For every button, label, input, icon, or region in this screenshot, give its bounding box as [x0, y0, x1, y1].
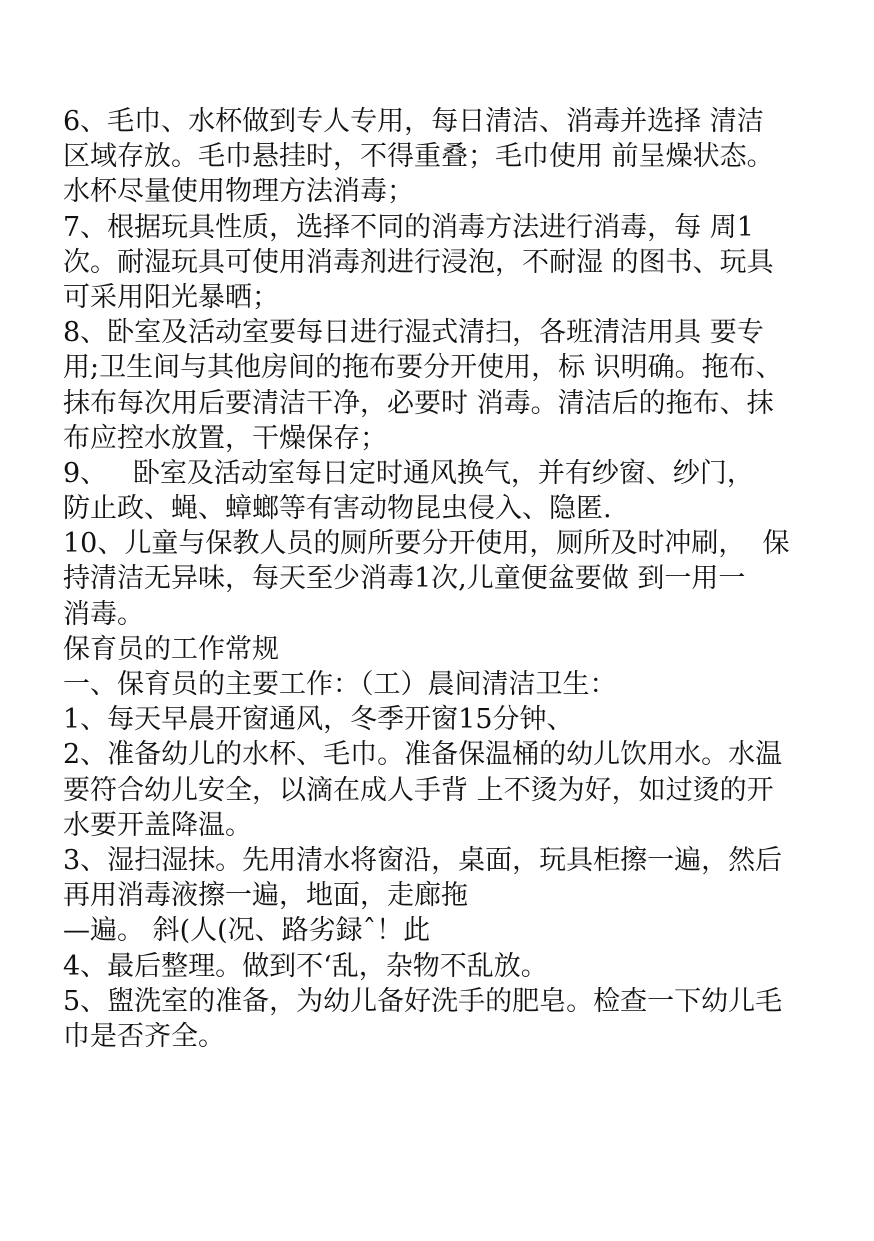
- text-line: 一、保育员的主要工作：（工）晨间清洁卫生：: [63, 669, 617, 700]
- text-line: 再用消毒液擦一遍，地面，走廊拖: [63, 880, 468, 912]
- text-line: 水杯尽量使用物理方法消毒；: [63, 176, 414, 208]
- text-line: 抹布每次用后要清洁干净，必要时 消毒。清洁后的拖布、抹: [63, 387, 774, 419]
- text-line: 水要开盖降温。: [63, 809, 252, 841]
- text-line: 可采用阳光暴晒；: [63, 281, 279, 313]
- text-line: 8、卧室及活动室要每日进行湿式清扫，各班清洁用具 要专: [63, 317, 764, 349]
- document-page: [63, 104, 843, 1054]
- text-line: 持清洁无异味，每天至少消毒1次,儿童便盆要做 到一用一: [63, 563, 746, 595]
- text-line: 用;卫生间与其他房间的拖布要分开使用，标 识明确。拖布、: [63, 352, 783, 384]
- text-line: 7、根据玩具性质，选择不同的消毒方法进行消毒，每 周1: [63, 211, 754, 243]
- text-line: 10、儿童与保教人员的厕所要分开使用，厕所及时冲刷， 保: [63, 528, 790, 560]
- text-line: 4、最后整理。做到不‘乱，杂物不乱放。: [63, 950, 548, 982]
- text-line: 巾是否齐全。: [63, 1020, 225, 1052]
- text-line: 布应控水放置，干燥保存；: [63, 422, 387, 454]
- text-line: 5、盥洗室的准备，为幼儿备好洗手的肥皂。检查一下幼儿毛: [63, 985, 783, 1017]
- text-line: 3、湿扫湿抹。先用清水将窗沿，桌面，玩具柜擦一遍，然后: [63, 844, 783, 876]
- text-line: 区域存放。毛巾悬挂时，不得重叠；毛巾使用 前呈燥状态。: [63, 141, 774, 173]
- text-line: 1、每天早晨开窗通风，冬季开窗15分钟、: [63, 704, 574, 736]
- text-line: 2、准备幼儿的水杯、毛巾。准备保温桶的幼儿饮用水。水温: [63, 739, 783, 771]
- text-line: 消毒。: [63, 598, 144, 630]
- text-line: 次。耐湿玩具可使用消毒剂进行浸泡，不耐湿 的图书、玩具: [63, 246, 774, 278]
- text-line: —遍。 斜(人(况、路劣録ˆ！此: [63, 915, 431, 947]
- text-line: 9、 卧室及活动室每日定时通风换气，并有纱窗、纱门，: [63, 457, 754, 489]
- text-line: 6、毛巾、水杯做到专人专用，每日清洁、消毒并选择 清洁: [63, 106, 764, 137]
- text-line: 防止政、蝇、蟑螂等有害动物昆虫侵入、隐匿.: [63, 493, 612, 525]
- section-heading: 保育员的工作常规: [63, 633, 279, 665]
- text-line: 要符合幼儿安全，以滴在成人手背 上不烫为好，如过烫的开: [63, 774, 774, 806]
